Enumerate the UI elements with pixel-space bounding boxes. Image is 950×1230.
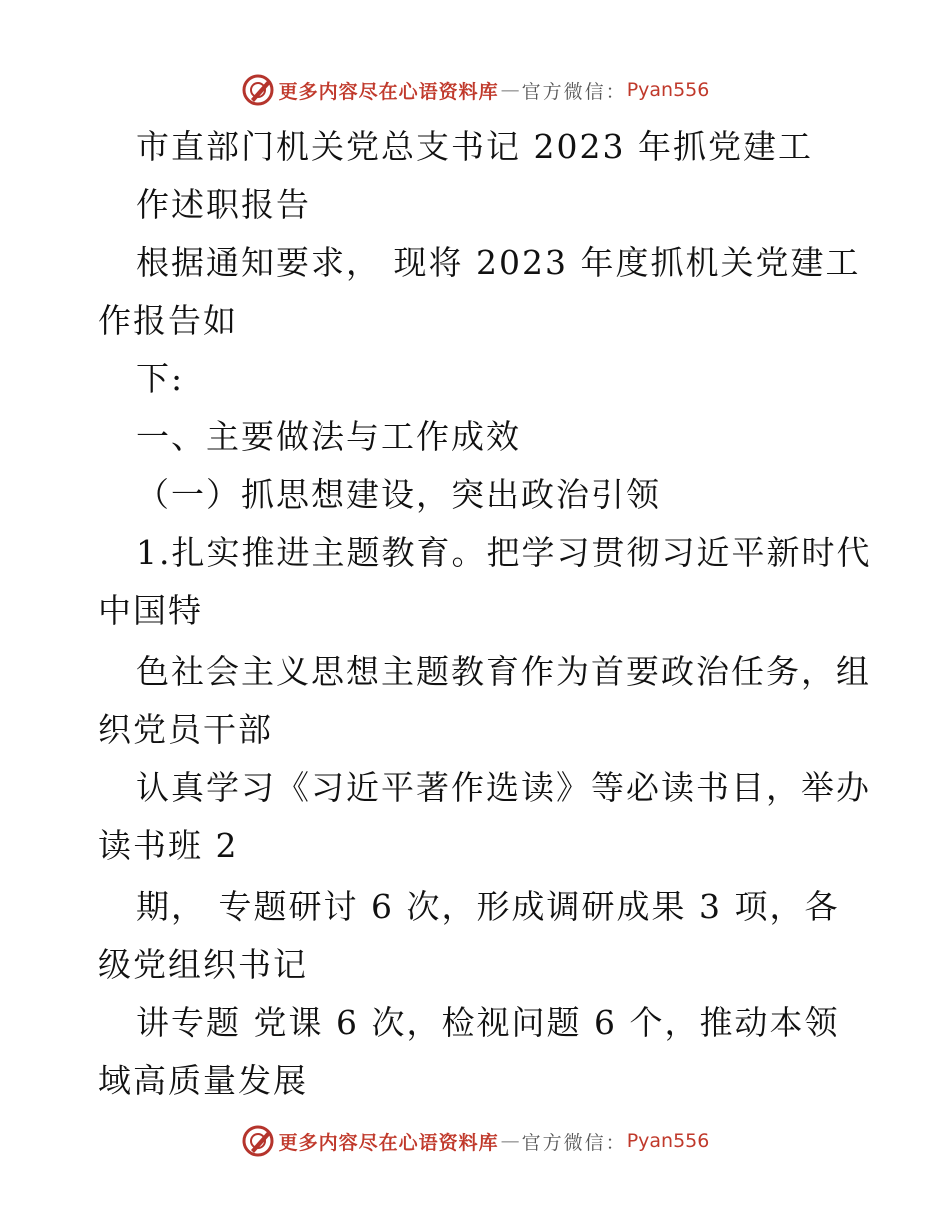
- paragraph-line: 认真学习《习近平著作选读》等必读书目，举办: [136, 768, 871, 807]
- paragraph-line: 织党员干部: [98, 710, 273, 749]
- document-title-line-1: 市直部门机关党总支书记 2023 年抓党建工: [136, 127, 813, 166]
- paragraph-line: 读书班 2: [98, 826, 239, 865]
- pen-circle-logo-icon: [241, 1124, 275, 1158]
- paragraph-line: 作报告如: [98, 301, 238, 340]
- subsection-heading: （一）抓思想建设，突出政治引领: [136, 475, 661, 514]
- watermark-wechat-id: Pyan556: [626, 79, 710, 101]
- watermark-official-label: 官方微信：: [521, 80, 627, 103]
- paragraph-line: 色社会主义思想主题教育作为首要政治任务，组: [136, 652, 871, 691]
- watermark-dash: —: [500, 79, 520, 101]
- paragraph-line: 下:: [136, 359, 185, 398]
- section-heading: 一、主要做法与工作成效: [136, 417, 521, 456]
- paragraph-line: 根据通知要求， 现将 2023 年度抓机关党建工: [136, 243, 861, 282]
- paragraph-line: 讲专题 党课 6 次，检视问题 6 个，推动本领: [136, 1003, 840, 1042]
- paragraph-line: 级党组织书记: [98, 945, 308, 984]
- paragraph-line: 中国特: [98, 591, 203, 630]
- paragraph-line: 1.扎实推进主题教育。把学习贯彻习近平新时代: [136, 533, 872, 572]
- watermark-footer: [0, 1121, 950, 1161]
- paragraph-line: 域高质量发展: [98, 1061, 308, 1100]
- watermark-official-label: 官方微信：: [521, 1131, 627, 1154]
- watermark-header: [0, 70, 950, 110]
- pen-circle-logo-icon: [241, 73, 275, 107]
- watermark-dash: —: [500, 1130, 520, 1152]
- document-title-line-2: 作述职报告: [136, 185, 311, 224]
- paragraph-line: 期， 专题研讨 6 次，形成调研成果 3 项，各: [136, 887, 840, 926]
- watermark-wechat-id: Pyan556: [626, 1130, 710, 1152]
- watermark-site-text: 更多内容尽在心语资料库: [278, 80, 499, 103]
- watermark-site-text: 更多内容尽在心语资料库: [278, 1131, 499, 1154]
